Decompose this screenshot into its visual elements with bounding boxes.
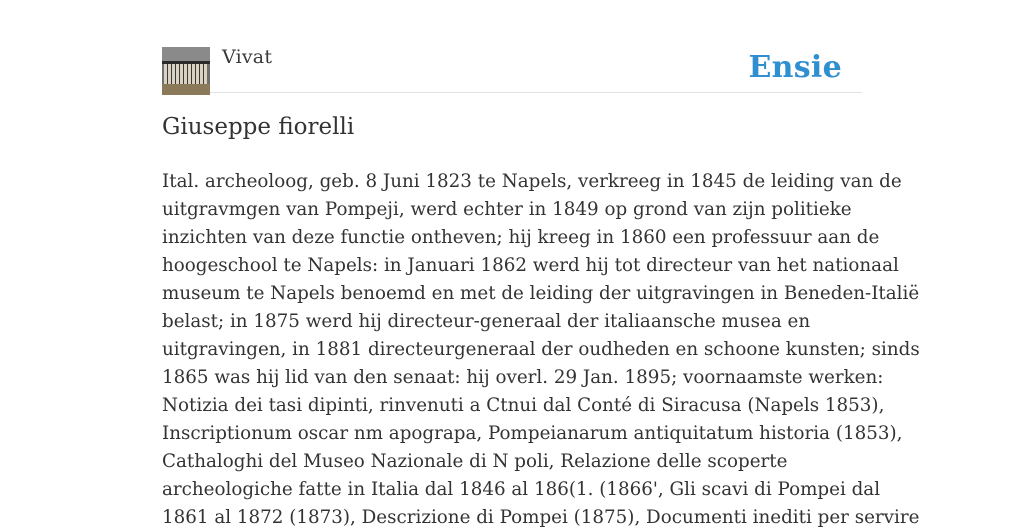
article-line: archeologiche fatte in Italia dal 1846 al 186(1. (1866', Gli scavi di Pompei dal bbox=[162, 479, 881, 500]
article-line: 1861 al 1872 (1873), Descrizione di Pompei (1875), Documenti inediti per servire bbox=[162, 507, 920, 528]
author-name[interactable]: Vivat bbox=[222, 46, 273, 68]
article-line: Cathaloghi del Museo Nazionale di N poli, Relazione delle scoperte bbox=[162, 451, 788, 472]
article-line: Inscriptionum oscar nm apograpa, Pompeianarum antiquitatum historia (1853), bbox=[162, 423, 903, 444]
article-line: belast; in 1875 werd hij directeur-generaal der italiaansche musea en bbox=[162, 311, 811, 332]
article-line: Ital. archeoloog, geb. 8 Juni 1823 te Napels, verkreeg in 1845 de leiding van de bbox=[162, 171, 902, 192]
article-line: hoogeschool te Napels: in Januari 1862 werd hij tot directeur van het nationaal bbox=[162, 255, 899, 276]
article-line: museum te Napels benoemd en met de leiding der uitgravingen in Beneden-Italië bbox=[162, 283, 920, 304]
bookshelf-icon bbox=[162, 47, 210, 95]
author-avatar[interactable] bbox=[162, 47, 210, 95]
article-body bbox=[162, 168, 920, 532]
article-line: uitgravmgen van Pompeji, werd echter in 1849 op grond van zijn politieke bbox=[162, 199, 852, 220]
article-line: inzichten van deze functie ontheven; hij kreeg in 1860 een professuur aan de bbox=[162, 227, 880, 248]
ensie-logo-link[interactable]: Ensie bbox=[748, 50, 842, 85]
site-header bbox=[162, 46, 862, 93]
article-line: 1865 was hij lid van den senaat: hij overl. 29 Jan. 1895; voornaamste werken: bbox=[162, 367, 884, 388]
article-line: uitgravingen, in 1881 directeurgeneraal der oudheden en schoone kunsten; sinds bbox=[162, 339, 920, 360]
article-title: Giuseppe fiorelli bbox=[162, 114, 355, 140]
article-line: Notizia dei tasi dipinti, rinvenuti a Ctnui dal Conté di Siracusa (Napels 1853), bbox=[162, 395, 885, 416]
